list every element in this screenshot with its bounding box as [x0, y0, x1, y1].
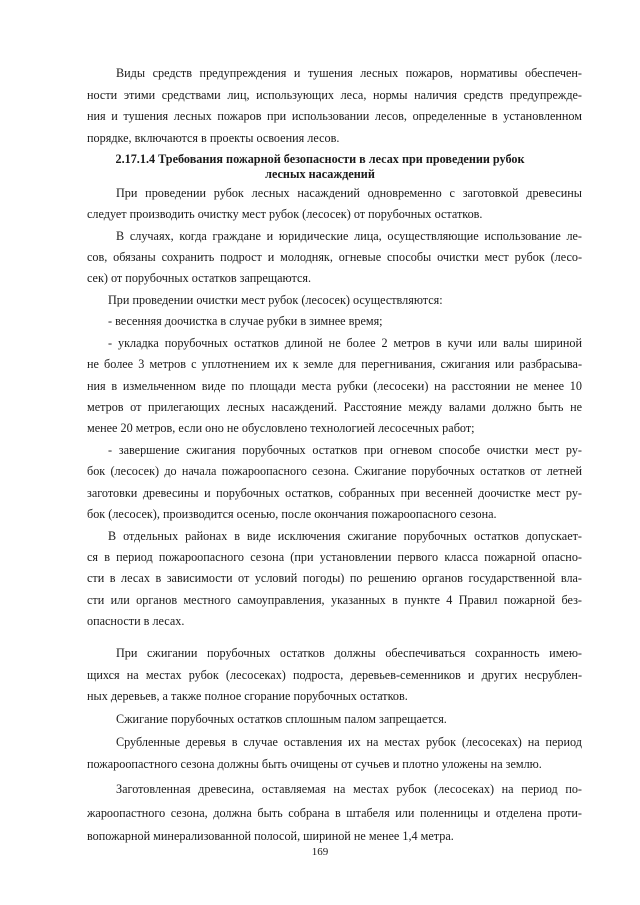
- text-line: щихся на местах рубок (лесосеках) подроста, деревьев-семенников и других несрублен-: [87, 668, 582, 682]
- text-line: заготовки древесины и порубочных остатков, собранных при весенней доочистке мест ру-: [87, 486, 582, 500]
- text-line: порядке, включаются в проекты освоения лесов.: [87, 131, 340, 145]
- text-line: Сжигание порубочных остатков сплошным палом запрещается.: [116, 712, 447, 726]
- text-line: бок (лесосек), производится осенью, после окончания пожароопасного сезона.: [87, 507, 497, 521]
- text-line: В отдельных районах в виде исключения сжигание порубочных остатков допускает-: [108, 529, 582, 543]
- text-line: Виды средств предупреждения и тушения лесных пожаров, нормативы обеспечен-: [116, 66, 582, 80]
- text-line: метров от прилегающих лесных насаждений. Расстояние между валами должно быть не: [87, 400, 582, 414]
- text-line: сек) от порубочных остатков запрещаются.: [87, 271, 312, 285]
- text-line: сти в лесах в зависимости от условий погоды) по решению органов государственной вла-: [87, 571, 582, 585]
- text-line: бок (лесосек) до начала пожароопасного сезона. Сжигание порубочных остатков от летней: [87, 464, 582, 478]
- text-line: ных деревьев, а также полное сгорание порубочных остатков.: [87, 689, 408, 703]
- page-number: 169: [311, 846, 329, 858]
- text-line: следует производить очистку мест рубок (лесосек) от порубочных остатков.: [87, 207, 483, 221]
- text-line: При проведении рубок лесных насаждений одновременно с заготовкой древесины: [116, 186, 582, 200]
- text-line: - весенняя доочистка в случае рубки в зимнее время;: [108, 314, 383, 328]
- text-line: При сжигании порубочных остатков должны обеспечиваться сохранность имею-: [116, 646, 582, 660]
- text-line: - завершение сжигания порубочных остатков при огневом способе очистки мест ру-: [108, 443, 582, 457]
- text-line: - укладка порубочных остатков длиной не более 2 метров в кучи или валы шириной: [108, 336, 582, 350]
- text-line: сти или органов местного самоуправления, указанных в пункте 4 Правил пожарной без-: [87, 593, 582, 607]
- text-line: не более 3 метров с уплотнением их к земле для перегнивания, сжигания или разбрасыва-: [87, 357, 582, 371]
- text-line: пожароопастного сезона должны быть очищены от сучьев и плотно уложены на землю.: [87, 757, 542, 771]
- text-line: ния и тушения лесных пожаров при использовании лесов, определенные в установленном: [87, 109, 582, 123]
- section-heading: 2.17.1.4 Требования пожарной безопасности в лесах при проведении рубок: [115, 152, 525, 166]
- text-line: Заготовленная древесина, оставляемая на местах рубок (лесосеках) на период по-: [116, 782, 582, 796]
- text-line: ся в период пожароопасного сезона (при установлении первого класса пожарной опасно-: [87, 550, 582, 564]
- text-line: ния в измельченном виде по площади места рубки (лесосеки) на расстоянии не менее 10: [87, 379, 582, 393]
- text-line: вопожарной минерализованной полосой, шириной не менее 1,4 метра.: [87, 829, 454, 843]
- text-line: При проведении очистки мест рубок (лесосек) осуществляются:: [108, 293, 443, 307]
- text-line: опасности в лесах.: [87, 614, 185, 628]
- text-line: Срубленные деревья в случае оставления их на местах рубок (лесосеках) на период: [116, 735, 582, 749]
- text-line: ности этими средствами лиц, использующих леса, нормы наличия средств предупрежде-: [87, 88, 582, 102]
- text-line: сов, обязаны сохранить подрост и молодняк, огневые способы очистки мест рубок (лесо-: [87, 250, 582, 264]
- section-heading: лесных насаждений: [265, 167, 375, 181]
- text-line: жароопастного сезона, должна быть собрана в штабеля или поленницы и отделена проти-: [87, 806, 582, 820]
- text-line: менее 20 метров, если оно не обусловлено технологией лесосечных работ;: [87, 421, 475, 435]
- text-line: В случаях, когда граждане и юридические лица, осуществляющие использование ле-: [116, 229, 582, 243]
